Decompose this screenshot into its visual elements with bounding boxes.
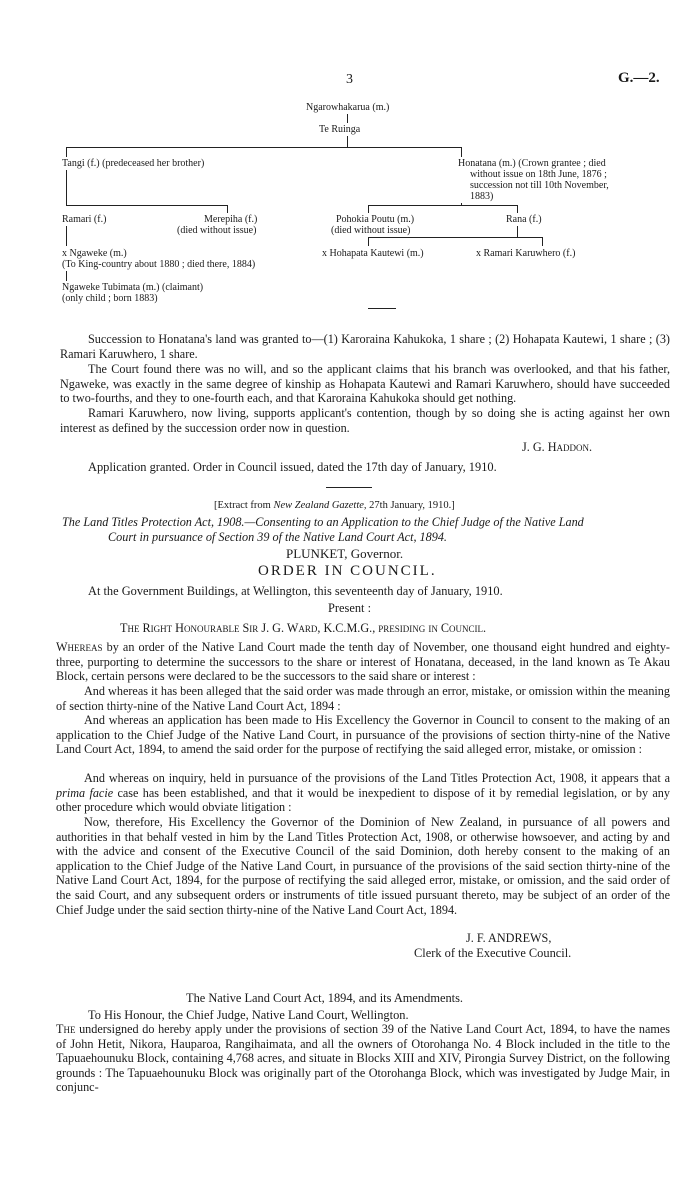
tree-tangi: Tangi (f.) (predeceased her brother) <box>62 158 205 169</box>
tree-honatana-1: Honatana (m.) (Crown grantee ; died <box>458 158 606 169</box>
tree-connector <box>347 136 348 147</box>
tree-pohokia-1: Pohokia Poutu (m.) <box>336 214 415 225</box>
order-presiding: The Right Honourable Sir J. G. Ward, K.C.M.G., presiding in Council. <box>120 621 487 635</box>
governor-line: PLUNKET, Governor. <box>286 546 404 561</box>
order-alleged: And whereas it has been alleged that the said order was made through an error, mistake, or omission within the meaning of section thirty-nine of the Native Land Court Act, 1894 : <box>56 684 670 713</box>
tree-connector <box>66 170 67 206</box>
tree-connector <box>517 205 518 213</box>
application-heading: The Native Land Court Act, 1894, and its Amendments. <box>186 991 464 1005</box>
application-body <box>56 1022 670 1095</box>
application-addressee: To His Honour, the Chief Judge, Native Land Court, Wellington. <box>88 1008 409 1022</box>
whereas-word: Whereas <box>56 640 103 654</box>
tree-connector <box>368 237 369 246</box>
gazette-extract <box>214 500 455 511</box>
report-granted: Application granted. Order in Council issued, dated the 17th day of January, 1910. <box>88 460 497 474</box>
tree-merepiha-1: Merepiha (f.) <box>204 214 258 225</box>
order-now-therefore: Now, therefore, His Excellency the Governor of the Dominion of New Zealand, in pursuance of all powers and authorities in that behalf vested in him by the Land Titles Protection Act, 1908, or otherwise howsoever, and acting by and with the advice and consent of the Executive Council of the said Dominion, doth hereby consent to the making of an application to the Chief Judge of the Native Land Court, in pursuance of the provisions of the said section thirty-nine of the Native Land Court Act, 1894, for the purpose of rectifying the said alleged error, mistake, or omission, and the said order of the said Court, and any subsequent orders or instruments of title issued pursuant thereto, may be subject of an order of the Chief Judge under the said section thirty-nine of the Native Land Court Act, 1894. <box>56 815 670 917</box>
inquiry-text-a: And whereas on inquiry, held in pursuance of the provisions of the Land Titles Protection Act, 1908, it appears that a <box>84 771 670 785</box>
inquiry-prima-facie: prima facie <box>56 785 114 800</box>
order-heading: ORDER IN COUNCIL. <box>258 563 437 579</box>
tree-merepiha-2: (died without issue) <box>177 225 257 236</box>
inquiry-text-b: case has been established, and that it would be inexpedient to dispose of it by remedial legislation, or by any other procedure which would obviate litigation : <box>56 785 670 815</box>
tree-connector <box>66 147 67 157</box>
tree-honatana-4: 1883) <box>470 191 494 202</box>
tree-connector <box>542 237 543 246</box>
tree-honatana-2: without issue on 18th June, 1876 ; <box>470 169 607 180</box>
order-present: Present : <box>328 601 372 615</box>
order-title-line-2: Court in pursuance of Section 39 of the Native Land Court Act, 1894. <box>108 530 447 544</box>
page-number: 3 <box>346 72 353 87</box>
tree-ngaweke-2: (To King-country about 1880 ; died there, 1884) <box>62 259 256 270</box>
tree-connector <box>368 205 518 206</box>
tree-ramari-karuwhero: x Ramari Karuwhero (f.) <box>476 248 576 259</box>
tree-connector <box>347 114 348 123</box>
application-body-first-word: The <box>56 1022 76 1036</box>
report-paragraph-support: Ramari Karuwhero, now living, supports applicant's contention, though by so doing she is acting against her own interest as defined by the succession order now in question. <box>60 406 670 435</box>
tree-connector <box>461 147 462 157</box>
tree-ramari: Ramari (f.) <box>62 214 107 225</box>
application-body-text: undersigned do hereby apply under the provisions of section 39 of the Native Land Court Act, 1894, to have the names of John Hetit, Nikora, Hauparoa, Rangihaimata, and all the owners of Otorohanga No. 4 Block included in the title to the Tapuaehounuku Block, containing 4,768 acres, and situate in Blocks XIII and XIV, Pirongia Survey District, on the following grounds : The Tapuaehounuku Block was originally part of the Otorohanga Block, which was investigated by Judge Mair, in conjunc- <box>56 1022 670 1095</box>
tree-rana: Rana (f.) <box>506 214 542 225</box>
gazette-extract-prefix: [Extract from <box>214 500 274 511</box>
tree-connector <box>66 205 228 206</box>
tree-root: Ngarowhakarua (m.) <box>306 102 390 113</box>
order-signature-title: Clerk of the Executive Council. <box>414 946 572 960</box>
tree-connector <box>368 237 543 238</box>
divider <box>326 487 372 488</box>
tree-connector <box>66 271 67 281</box>
order-title-line-1: The Land Titles Protection Act, 1908.—Consenting to an Application to the Chief Judge of the Native Land <box>62 515 584 529</box>
tree-ngaweke-1: x Ngaweke (m.) <box>62 248 127 259</box>
tree-connector <box>66 147 462 148</box>
tree-connector <box>368 205 369 213</box>
order-place: At the Government Buildings, at Wellington, this seventeenth day of January, 1910. <box>88 584 503 598</box>
tree-connector <box>66 226 67 246</box>
tree-hohapata: x Hohapata Kautewi (m.) <box>322 248 424 259</box>
report-signature: J. G. Haddon. <box>522 440 593 454</box>
order-application: And whereas an application has been made to His Excellency the Governor in Council to consent to the making of an application to the Chief Judge of the Native Land Court, in pursuance of the provisions of section thirty-nine of the Native Land Court Act, 1894, to amend the said order for the purpose of rectifying the said alleged error, mistake, or omission : <box>56 713 670 757</box>
series-code: G.—2. <box>618 70 660 86</box>
divider <box>368 308 396 309</box>
report-paragraph-finding: The Court found there was no will, and so the applicant claims that his branch was overlooked, and that his father, Ngaweke, was exactly in the same degree of kinship as Hohapata Kautewi and Ramari Karuwhero, should have succeeded to two-fourths, and they to one-fourth each, and that Karoraina Kahukoka should get nothing. <box>60 362 670 406</box>
tree-te-ruinga: Te Ruinga <box>319 124 361 135</box>
gazette-extract-suffix: 27th January, 1910.] <box>366 500 455 511</box>
order-signature-name: J. F. ANDREWS, <box>466 931 552 945</box>
tree-claimant-2: (only child ; born 1883) <box>62 293 158 304</box>
tree-honatana-3: succession not till 10th November, <box>470 180 609 191</box>
report-paragraph-succession: Succession to Honatana's land was granted to—(1) Karoraina Kahukoka, 1 share ; (2) Hohapata Kautewi, 1 share ; (3) Ramari Karuwhero, 1 share. <box>60 332 670 361</box>
whereas-text: by an order of the Native Land Court made the tenth day of November, one thousand eight hundred and eighty-three, purporting to determine the successors to the share or interest of Honatana, deceased, in the land known as Te Akau Block, certain persons were declared to be the successors to the said share or interest : <box>56 640 670 684</box>
gazette-publication: New Zealand Gazette, <box>273 500 367 511</box>
order-whereas <box>56 640 670 684</box>
tree-pohokia-2: (died without issue) <box>331 225 411 236</box>
tree-connector <box>227 205 228 213</box>
tree-claimant-1: Ngaweke Tubimata (m.) (claimant) <box>62 282 204 293</box>
order-inquiry <box>56 771 670 815</box>
